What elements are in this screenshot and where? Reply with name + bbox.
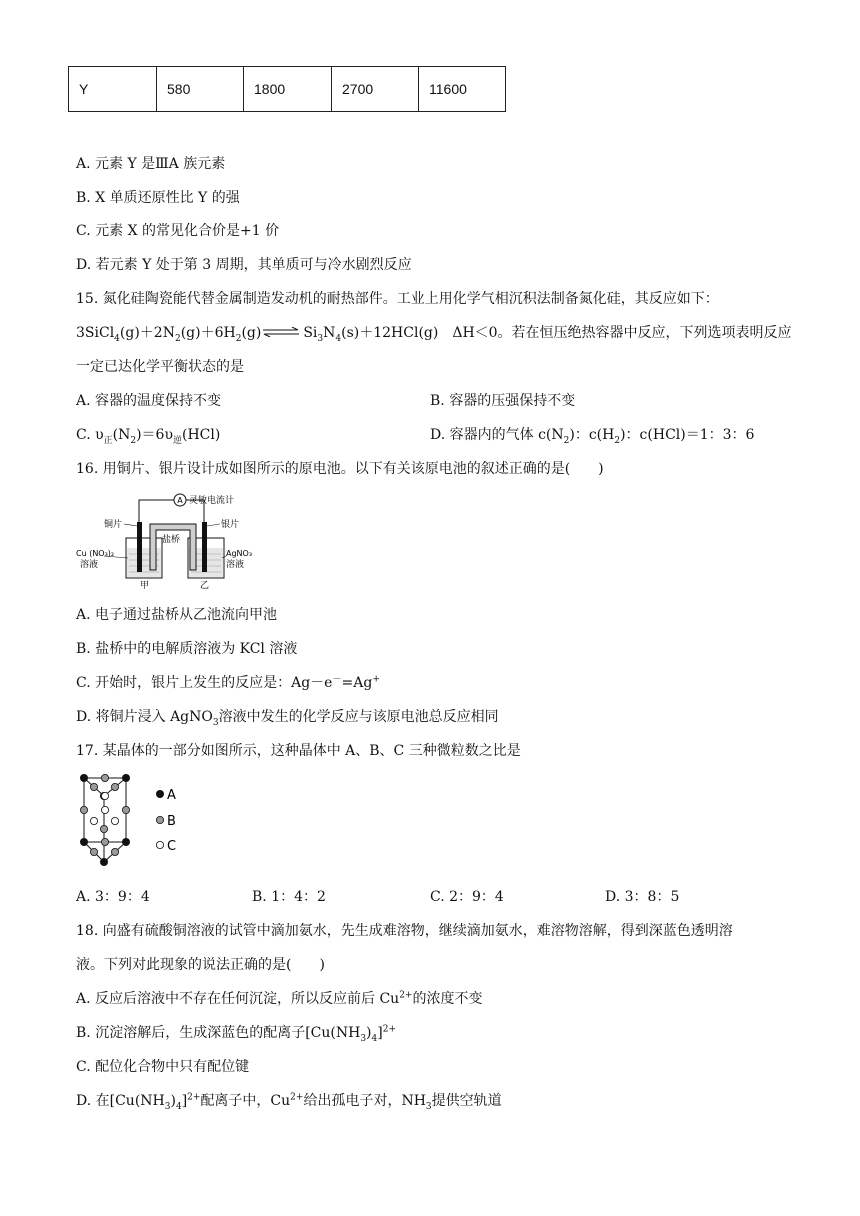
q15-option-a: A. 容器的温度保持不变	[76, 393, 222, 409]
beaker-yi-label: 乙	[200, 581, 210, 590]
right-solution-label-2: 溶液	[226, 560, 245, 570]
galvanometer-label: 灵敏电流计	[189, 496, 235, 506]
q15-stem-end: 一定已达化学平衡状态的是	[76, 359, 244, 375]
q18-option-b: B. 沉淀溶解后，生成深蓝色的配离子$[Cu(NH_3)_4]^{2+}$	[76, 1024, 396, 1044]
q14-option-d: D. 若元素 Y 处于第 3 周期，其单质可与冷水剧烈反应	[76, 257, 412, 273]
copper-electrode	[137, 522, 142, 572]
q16-stem: 16. 用铜片、银片设计成如图所示的原电池。以下有关该原电池的叙述正确的是( )	[76, 461, 604, 477]
q16-option-d: D. 将铜片浸入 AgNO$_3$溶液中发生的化学反应与该原电池总反应相同	[76, 709, 499, 728]
salt-bridge-label: 盐桥	[162, 535, 181, 545]
q18-option-c: C. 配位化合物中只有配位键	[76, 1059, 250, 1075]
galvanometer-symbol: A	[177, 496, 183, 505]
q16-option-a: A. 电子通过盐桥从乙池流向甲池	[76, 607, 278, 623]
equilibrium-arrow-icon	[261, 324, 303, 342]
crystal-cell-figure	[76, 768, 196, 874]
q17-option-b: B. 1：4：2	[252, 889, 326, 905]
left-solution-label-2: 溶液	[80, 560, 99, 570]
legend-b-label: B	[167, 814, 176, 829]
right-solution-label: AgNO₃	[226, 549, 253, 558]
q14-option-a: A. 元素 Y 是ⅢA 族元素	[76, 156, 226, 172]
legend-c-label: C	[167, 839, 177, 854]
q18-option-a: A. 反应后溶液中不存在任何沉淀，所以反应前后 $Cu^{2+}$的浓度不变	[76, 990, 483, 1007]
q14-option-b: B. X 单质还原性比 Y 的强	[76, 190, 240, 206]
q14-option-c: C. 元素 X 的常见化合价是+1 价	[76, 223, 280, 239]
q18-stem-end: 液。下列对此现象的说法正确的是( )	[76, 957, 325, 973]
q15-option-b: B. 容器的压强保持不变	[430, 393, 576, 409]
table-cell: 580	[157, 67, 244, 112]
galvanic-cell-figure	[76, 490, 256, 590]
table-cell: Y	[69, 67, 157, 112]
table-row	[69, 67, 506, 112]
q18-stem: 18. 向盛有硫酸铜溶液的试管中滴加氨水，先生成难溶物，继续滴加氨水，难溶物溶解，得到深蓝色透明溶	[76, 923, 733, 939]
left-solution-label: Cu (NO₃)₂	[76, 549, 115, 558]
legend-b-marker	[156, 816, 163, 823]
table-cell: 1800	[244, 67, 332, 112]
table-cell: 2700	[332, 67, 419, 112]
q16-option-b: B. 盐桥中的电解质溶液为 KCl 溶液	[76, 641, 298, 657]
silver-electrode	[202, 522, 207, 572]
legend-a-label: A	[167, 788, 176, 803]
q15-stem: 15. 氮化硅陶瓷能代替金属制造发动机的耐热部件。工业上用化学气相沉积法制备氮化硅，其反应如下：	[76, 291, 719, 307]
beaker-jia-label: 甲	[140, 581, 150, 590]
copper-label: 铜片	[104, 520, 123, 530]
q15-option-d: D. 容器内的气体 $c(N_2)$：$c(H_2)$：c(HCl)＝1：3：6	[430, 427, 755, 446]
q17-stem: 17. 某晶体的一部分如图所示，这种晶体中 A、B、C 三种微粒数之比是	[76, 743, 521, 759]
q15-equation: $3SiCl_4(g)+2N_2(g)+6H_2(g)$ $Si_3N_4(s)+12HCl(g)$ ΔH＜0。若在恒压绝热容器中反应，下列选项表明反应	[76, 325, 792, 344]
legend-c-marker	[156, 841, 163, 848]
silver-label: 银片	[221, 520, 240, 530]
legend-a-marker	[156, 790, 164, 798]
q16-option-c: C. 开始时，银片上发生的反应是：Ag－e－=Ag+	[76, 674, 380, 691]
ionization-table	[68, 66, 506, 112]
q15-option-c: C. $\upsilon_正(N_2)=6\upsilon_逆(HCl)$	[76, 427, 221, 446]
table-cell: 11600	[419, 67, 506, 112]
q17-option-c: C. 2：9：4	[430, 889, 504, 905]
q18-option-d: D. 在$[Cu(NH_3)_4]^{2+}$配离子中，$Cu^{2+}$给出孤电子对，$NH_3$提供空轨道	[76, 1092, 502, 1112]
q17-option-a: A. 3：9：4	[76, 889, 150, 905]
q17-option-d: D. 3：8：5	[605, 889, 680, 905]
